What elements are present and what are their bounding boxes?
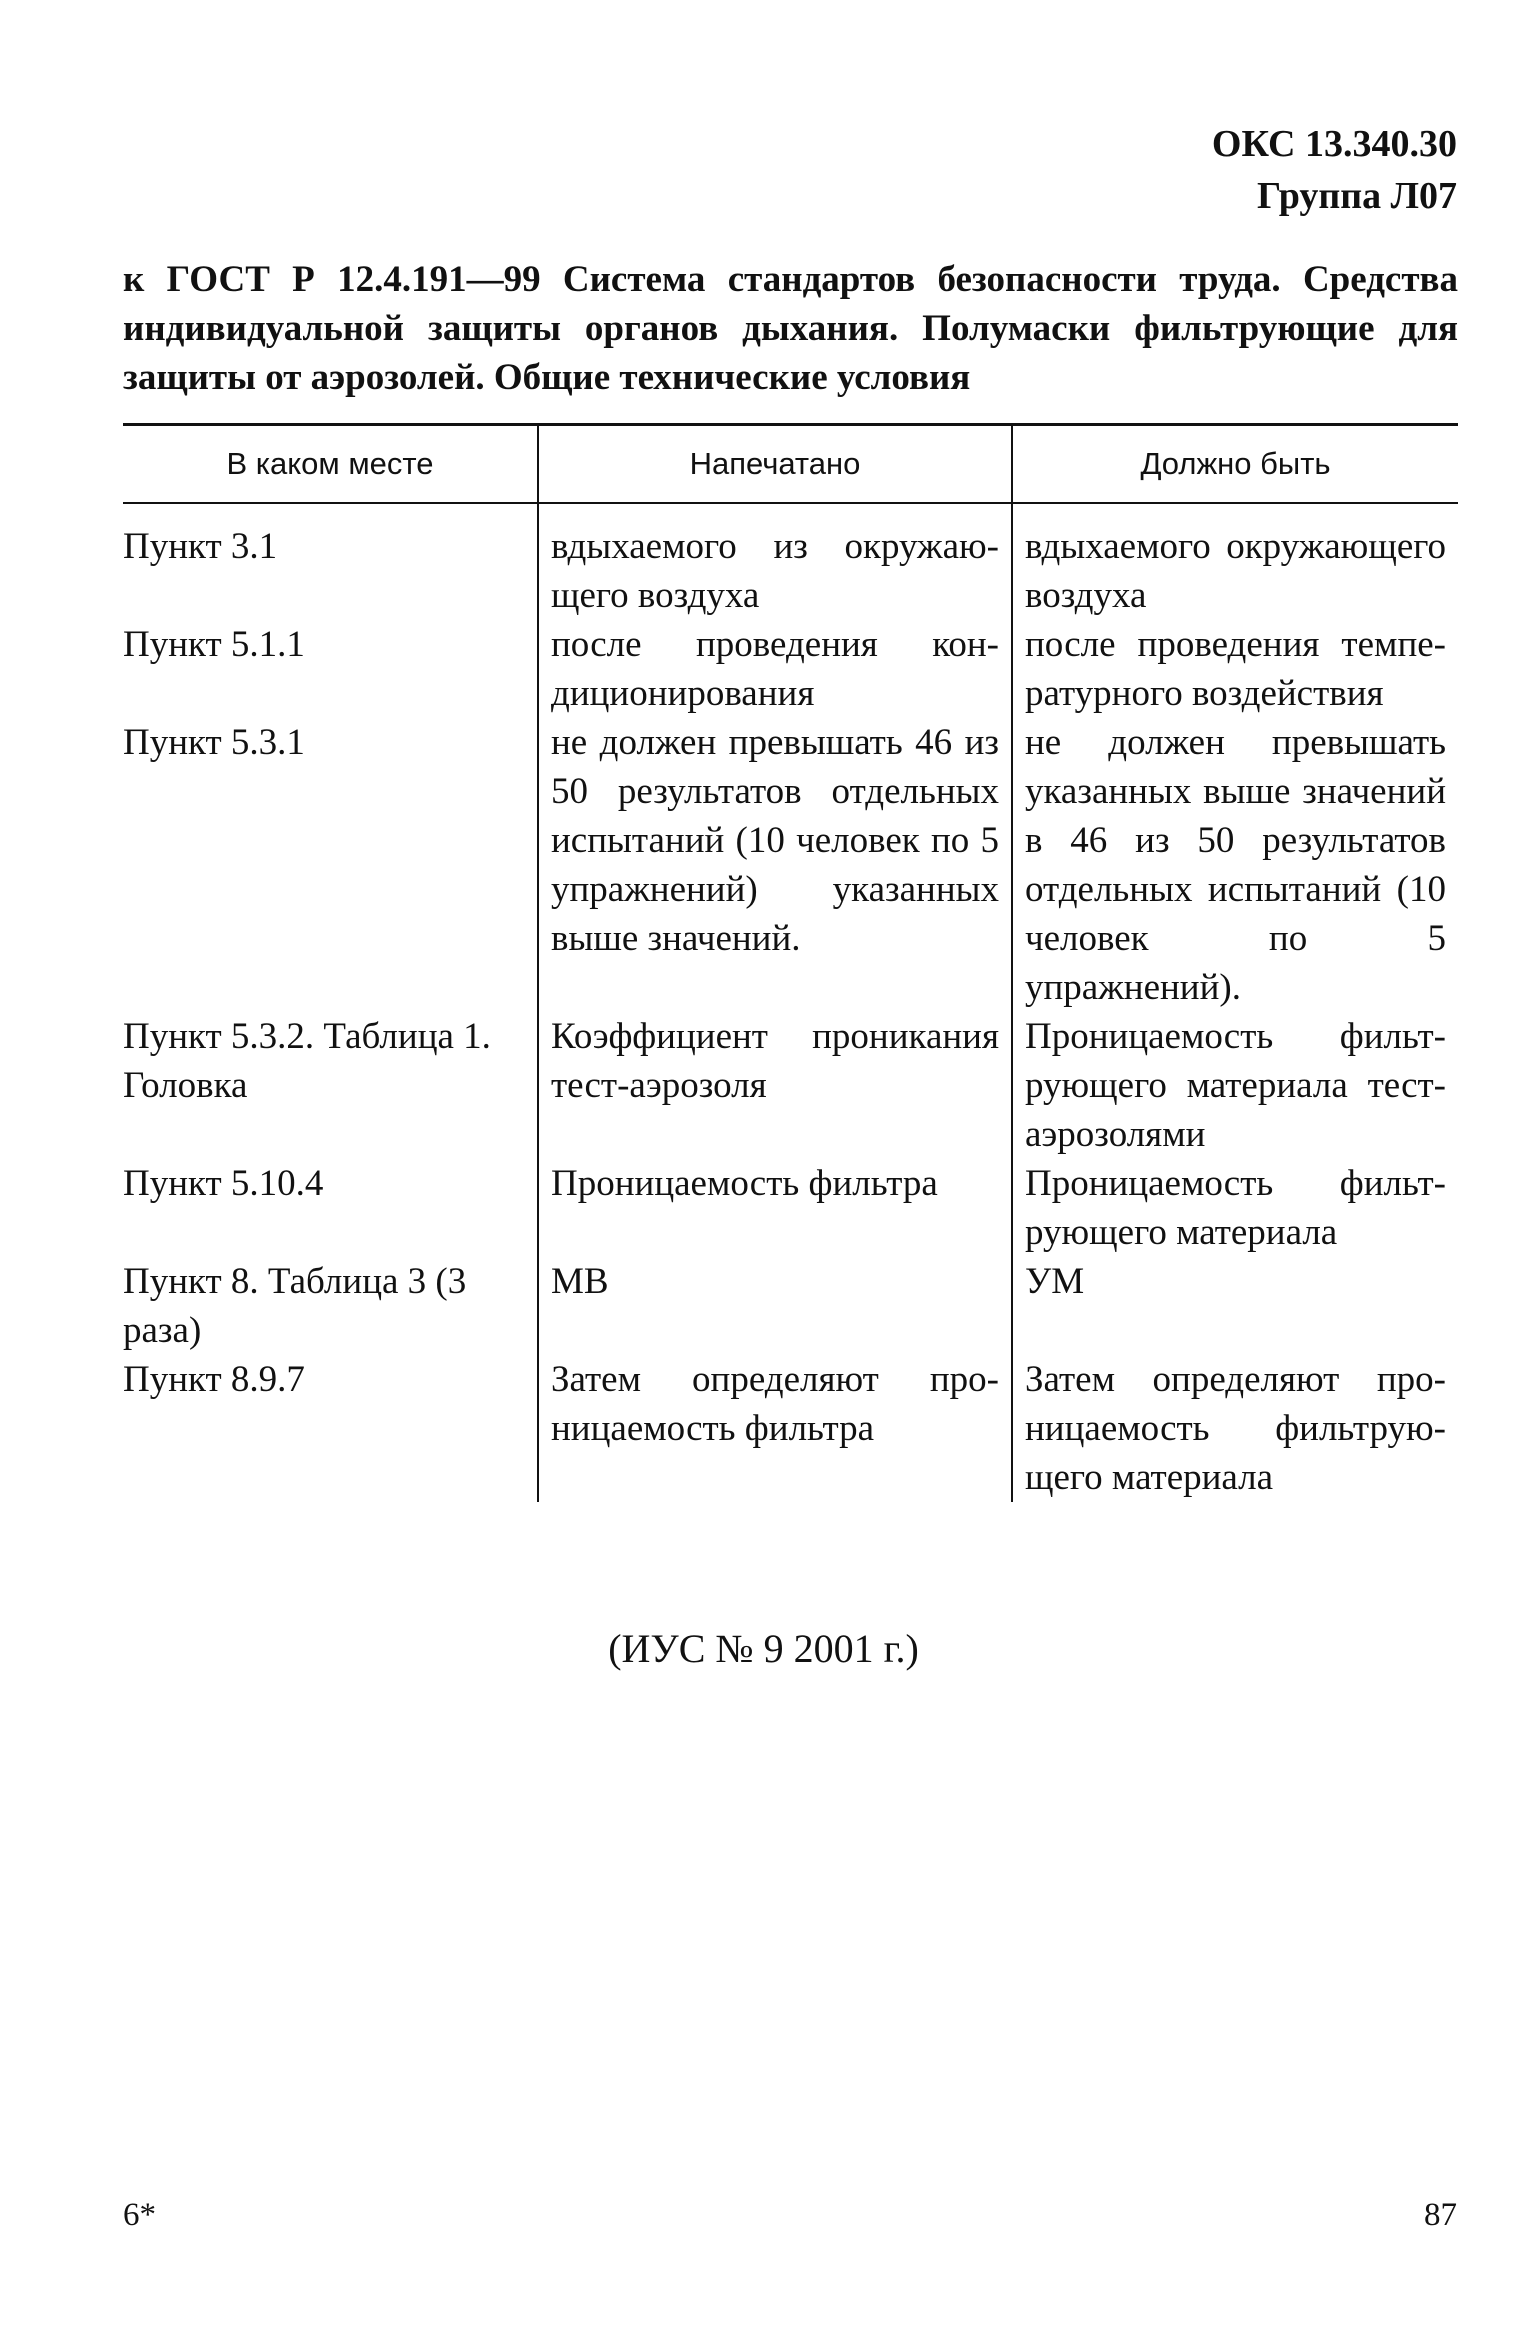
cell-where: Пункт 5.3.2. Таблица 1. Головка xyxy=(123,1016,491,1106)
table-header-row xyxy=(123,426,1458,502)
cell-should-be: Проницаемость фильтрующего материала тест-аэрозолями xyxy=(1012,1012,1458,1159)
cell-should-be: после проведения температурного воздействия xyxy=(1012,620,1458,718)
column-header-should-be: Должно быть xyxy=(1012,426,1458,502)
document-title: к ГОСТ Р 12.4.191—99 Система стандартов безопасности труда. Средства индивидуальной защиты органов дыхания. Полумаски фильтрующие для защиты от аэрозолей. Общие технические условия xyxy=(123,259,1458,398)
oks-code: ОКС 13.340.30 xyxy=(1211,123,1457,165)
cell-should-be: Проницаемость фильтрующего материала xyxy=(1012,1159,1458,1257)
cell-printed: после проведения кондиционирования xyxy=(538,620,1012,718)
column-header-where: В каком месте xyxy=(226,446,434,481)
column-header-printed: Напечатано xyxy=(538,426,1012,502)
cell-printed: Проницаемость фильтра xyxy=(538,1159,1012,1257)
group-code: Группа Л07 xyxy=(1256,175,1457,217)
cell-printed: не должен превышать 46 из 50 результатов отдельных испытаний (10 человек по 5 упражнений) указанных выше значений. xyxy=(538,718,1012,1012)
signature-mark: 6* xyxy=(123,2197,156,2233)
cell-where: Пункт 5.3.1 xyxy=(123,722,305,763)
table-row xyxy=(123,1355,1458,1502)
cell-printed: Коэффициент проникания тест-аэрозоля xyxy=(538,1012,1012,1159)
table-row xyxy=(123,718,1458,1012)
cell-where: Пункт 8. Таблица 3 (3 раза) xyxy=(123,1261,467,1351)
errata-table-wrapper xyxy=(123,423,1458,1502)
cell-should-be: УМ xyxy=(1012,1257,1458,1355)
cell-should-be: не должен превышать указанных выше значений в 46 из 50 результатов отдельных испытаний (10 человек по 5 упражнений). xyxy=(1012,718,1458,1012)
table-row xyxy=(123,1159,1458,1257)
table-row xyxy=(123,1257,1458,1355)
table-row xyxy=(123,504,1458,620)
cell-where: Пункт 8.9.7 xyxy=(123,1359,305,1400)
table-row xyxy=(123,1012,1458,1159)
cell-should-be: вдыхаемого окружающего воздуха xyxy=(1012,504,1458,620)
cell-should-be: Затем определяют проницаемость фильтрующего материала xyxy=(1012,1355,1458,1502)
cell-printed: Затем определяют проницаемость фильтра xyxy=(538,1355,1012,1502)
cell-printed: вдыхаемого из окружающего воздуха xyxy=(538,504,1012,620)
classification-codes xyxy=(1212,118,1457,222)
cell-where: Пункт 3.1 xyxy=(123,526,278,567)
cell-where: Пункт 5.1.1 xyxy=(123,624,305,665)
source-reference: (ИУС № 9 2001 г.) xyxy=(608,1626,919,1671)
page-number: 87 xyxy=(1424,2197,1457,2233)
cell-printed: МВ xyxy=(538,1257,1012,1355)
cell-where: Пункт 5.10.4 xyxy=(123,1163,324,1204)
table-row xyxy=(123,620,1458,718)
errata-table xyxy=(123,426,1458,1502)
